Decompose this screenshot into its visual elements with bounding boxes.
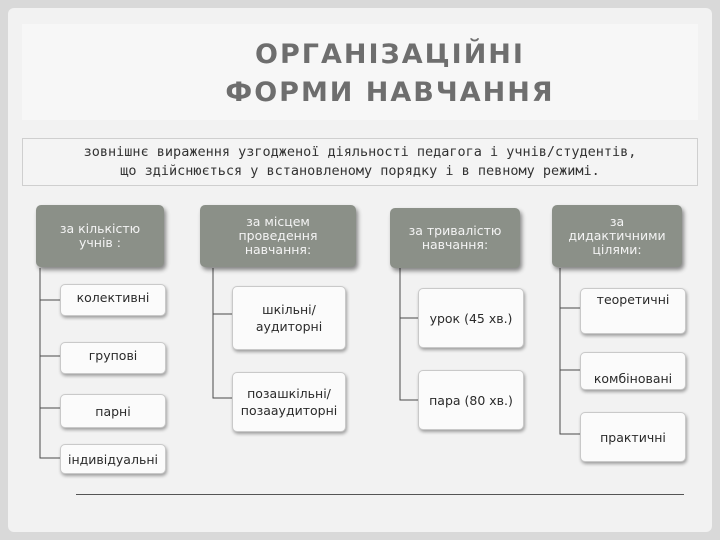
definition-line-1: зовнішнє вираження узгодженої діяльності педагога і учнів/студентів, xyxy=(83,144,637,160)
bottom-divider xyxy=(76,494,684,495)
item-combined: комбіновані xyxy=(580,352,686,390)
item-extracurricular: позашкільні/ позааудиторні xyxy=(232,372,346,432)
item-group: групові xyxy=(60,342,166,374)
item-practical: практичні xyxy=(580,412,686,462)
title-line-2: ФОРМИ НАВЧАННЯ xyxy=(225,77,555,108)
item-collective: колективні xyxy=(60,284,166,316)
header-by-duration: за тривалістю навчання: xyxy=(390,208,520,268)
item-school-classroom: шкільні/ аудиторні xyxy=(232,286,346,350)
header-by-number-of-students: за кількістю учнів : xyxy=(36,205,164,267)
header-by-location: за місцем проведення навчання: xyxy=(200,205,356,267)
title-line-1: ОРГАНІЗАЦІЙНІ xyxy=(255,39,525,70)
item-pair: парні xyxy=(60,394,166,428)
item-lesson-45: урок (45 хв.) xyxy=(418,288,524,348)
definition-line-2: що здійснюється у встановленому порядку і в певному режимі. xyxy=(120,163,600,179)
item-individual: індивідуальні xyxy=(60,444,166,474)
item-pair-80: пара (80 хв.) xyxy=(418,370,524,430)
item-theoretical: теоретичні xyxy=(580,288,686,334)
header-by-didactic-goals: за дидактичними цілями: xyxy=(552,205,682,267)
